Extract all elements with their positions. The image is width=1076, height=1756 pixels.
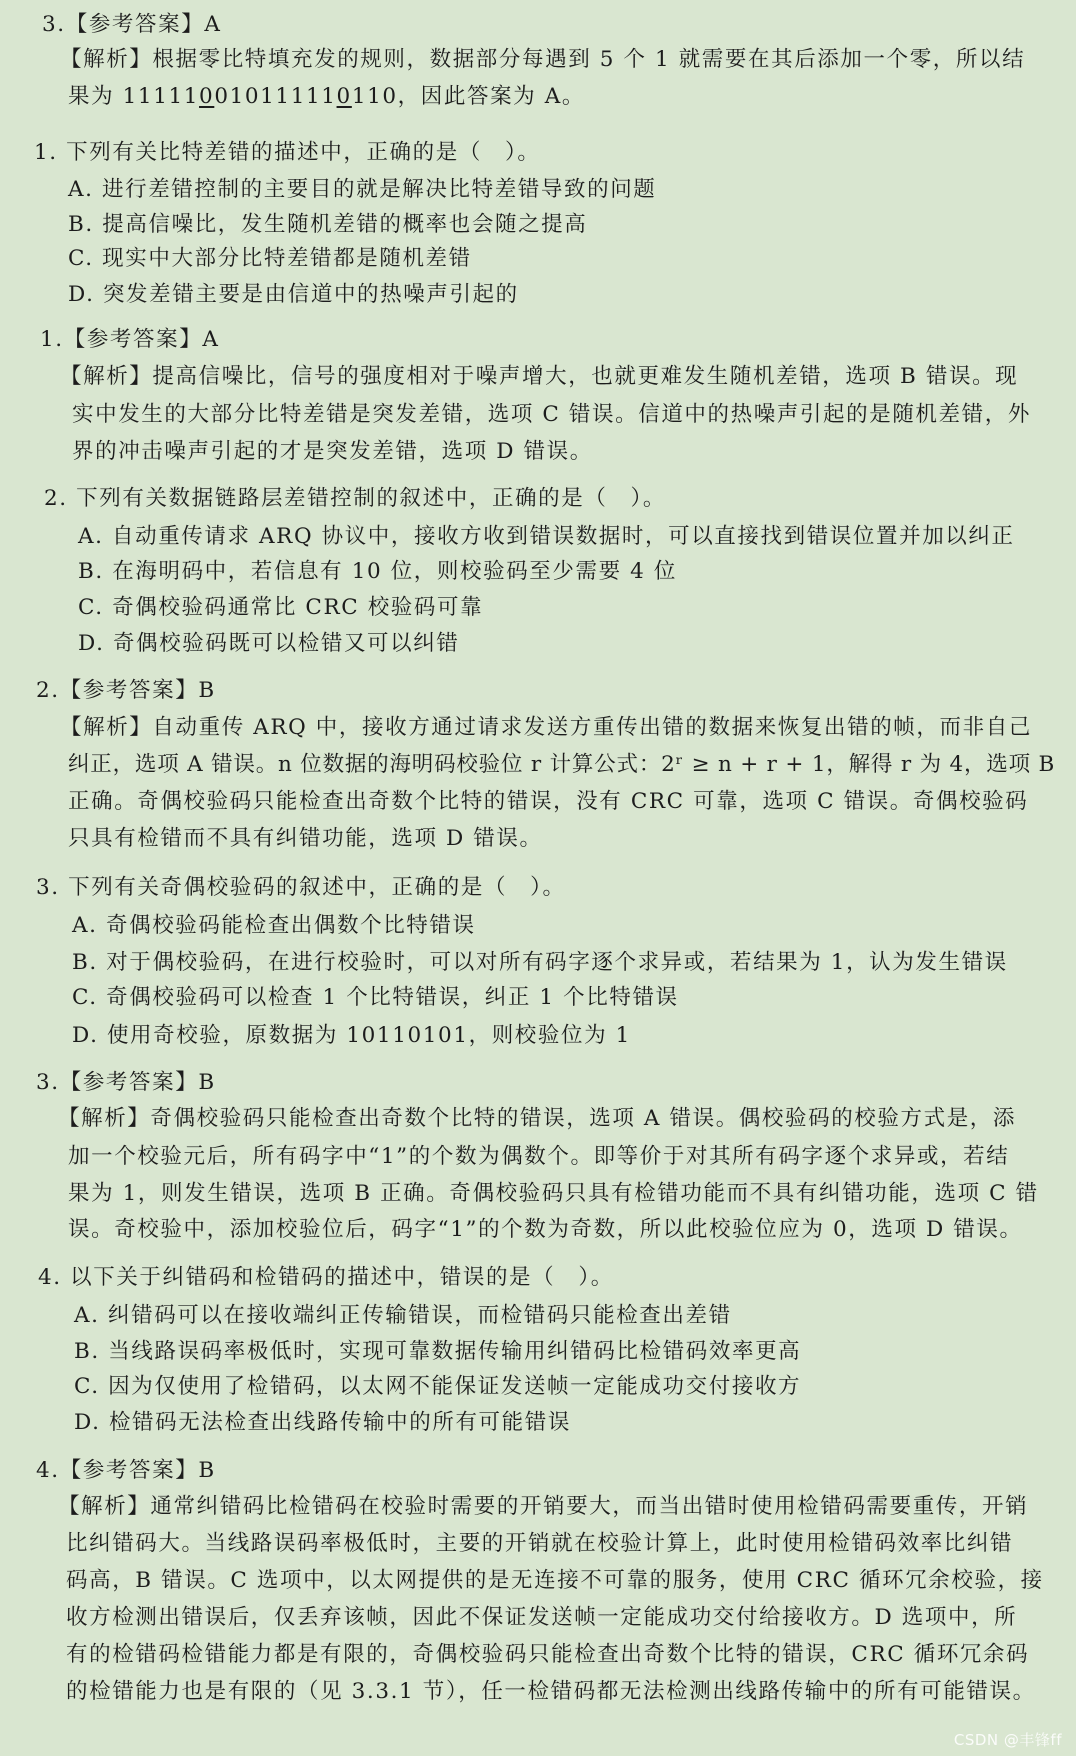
- analysis-line: 【解析】通常纠错码比检错码在校验时需要的开销要大，而当出错时使用检错码需要重传，开销: [58, 1494, 1029, 1519]
- analysis-text: 果为 11111: [68, 84, 200, 109]
- question-option: C. 现实中大部分比特差错都是随机差错: [68, 246, 472, 271]
- question-option: D. 突发差错主要是由信道中的热噪声引起的: [68, 282, 519, 307]
- analysis-line: 比纠错码大。当线路误码率极低时，主要的开销就在校验计算上，此时使用检错码效率比纠错: [66, 1531, 1014, 1556]
- question-option: B. 对于偶校验码，在进行校验时，可以对所有码字逐个求异或，若结果为 1，认为发生错误: [72, 950, 1008, 975]
- analysis-line: 只具有检错而不具有纠错功能，选项 D 错误。: [68, 826, 543, 851]
- analysis-line: 误。奇校验中，添加校验位后，码字“1”的个数为奇数，所以此校验位应为 0，选项 D 错误。: [68, 1217, 1023, 1242]
- question-stem: 1. 下列有关比特差错的描述中，正确的是（ ）。: [34, 140, 541, 165]
- analysis-line: 【解析】根据零比特填充发的规则，数据部分每遇到 5 个 1 就需要在其后添加一个零，所以结: [60, 47, 1026, 72]
- stuffed-bit: 0: [336, 84, 352, 109]
- watermark: CSDN @丰锋ff: [953, 1731, 1062, 1749]
- analysis-text: 110，因此答案为 A。: [351, 84, 585, 109]
- analysis-line: 收方检测出错误后，仅丢弃该帧，因此不保证发送帧一定能成功交付给接收方。D 选项中，所: [66, 1605, 1018, 1630]
- question-option: D. 奇偶校验码既可以检错又可以纠错: [78, 631, 460, 656]
- analysis-line: 【解析】奇偶校验码只能检查出奇数个比特的错误，选项 A 错误。偶校验码的校验方式是，添: [58, 1106, 1016, 1131]
- analysis-line: 码高，B 错误。C 选项中，以太网提供的是无连接不可靠的服务，使用 CRC 循环冗余校验，接: [66, 1568, 1044, 1593]
- analysis-text: 01011111: [214, 84, 337, 109]
- answer-heading: 1.【参考答案】A: [40, 327, 220, 352]
- question-stem: 4. 以下关于纠错码和检错码的描述中，错误的是（ ）。: [38, 1265, 614, 1290]
- analysis-line: 【解析】自动重传 ARQ 中，接收方通过请求发送方重传出错的数据来恢复出错的帧，而非自己: [60, 715, 1032, 740]
- question-option: A. 奇偶校验码能检查出偶数个比特错误: [72, 913, 476, 938]
- analysis-line: [68, 82, 585, 112]
- question-stem: 2. 下列有关数据链路层差错控制的叙述中，正确的是（ ）。: [44, 486, 666, 511]
- question-option: A. 纠错码可以在接收端纠正传输错误，而检错码只能检查出差错: [74, 1303, 732, 1328]
- analysis-line: 正确。奇偶校验码只能检查出奇数个比特的错误，没有 CRC 可靠，选项 C 错误。奇偶校验码: [68, 789, 1029, 814]
- question-option: C. 奇偶校验码通常比 CRC 校验码可靠: [78, 595, 484, 620]
- question-option: D. 使用奇校验，原数据为 10110101，则校验位为 1: [72, 1023, 631, 1048]
- question-option: C. 因为仅使用了检错码，以太网不能保证发送帧一定能成功交付接收方: [74, 1374, 802, 1399]
- answer-heading: 2.【参考答案】B: [36, 678, 216, 703]
- question-option: C. 奇偶校验码可以检查 1 个比特错误，纠正 1 个比特错误: [72, 985, 679, 1010]
- analysis-line: 界的冲击噪声引起的才是突发差错，选项 D 错误。: [72, 439, 593, 464]
- stuffed-bit: 0: [199, 84, 215, 109]
- analysis-line: 纠正，选项 A 错误。n 位数据的海明码校验位 r 计算公式：2ʳ ≥ n + r + 1，解得 r 为 4，选项 B: [68, 752, 1056, 777]
- analysis-line: 加一个校验元后，所有码字中“1”的个数为偶数个。即等价于对其所有码字逐个求异或，若结: [68, 1144, 1010, 1169]
- analysis-line: 实中发生的大部分比特差错是突发差错，选项 C 错误。信道中的热噪声引起的是随机差错，外: [72, 402, 1031, 427]
- question-option: B. 当线路误码率极低时，实现可靠数据传输用纠错码比检错码效率更高: [74, 1339, 802, 1364]
- analysis-line: 果为 1，则发生错误，选项 B 正确。奇偶校验码只具有检错功能而不具有纠错功能，选项 C 错: [68, 1181, 1039, 1206]
- analysis-line: 有的检错码检错能力都是有限的，奇偶校验码只能检查出奇数个比特的错误，CRC 循环冗余码: [66, 1642, 1030, 1667]
- question-option: A. 自动重传请求 ARQ 协议中，接收方收到错误数据时，可以直接找到错误位置并加以纠正: [78, 524, 1015, 549]
- question-option: D. 检错码无法检查出线路传输中的所有可能错误: [74, 1410, 571, 1435]
- answer-heading: 3.【参考答案】B: [36, 1070, 216, 1095]
- answer-heading: 4.【参考答案】B: [36, 1458, 216, 1483]
- analysis-line: 的检错能力也是有限的（见 3.3.1 节），任一检错码都无法检测出线路传输中的所有可能错误。: [66, 1679, 1036, 1704]
- analysis-line: 【解析】提高信噪比，信号的强度相对于噪声增大，也就更难发生随机差错，选项 B 错误。现: [60, 364, 1019, 389]
- answer-heading: 3.【参考答案】A: [42, 12, 222, 37]
- question-option: B. 提高信噪比，发生随机差错的概率也会随之提高: [68, 212, 588, 237]
- question-option: B. 在海明码中，若信息有 10 位，则校验码至少需要 4 位: [78, 559, 677, 584]
- question-option: A. 进行差错控制的主要目的就是解决比特差错导致的问题: [68, 177, 657, 202]
- question-stem: 3. 下列有关奇偶校验码的叙述中，正确的是（ ）。: [36, 875, 566, 900]
